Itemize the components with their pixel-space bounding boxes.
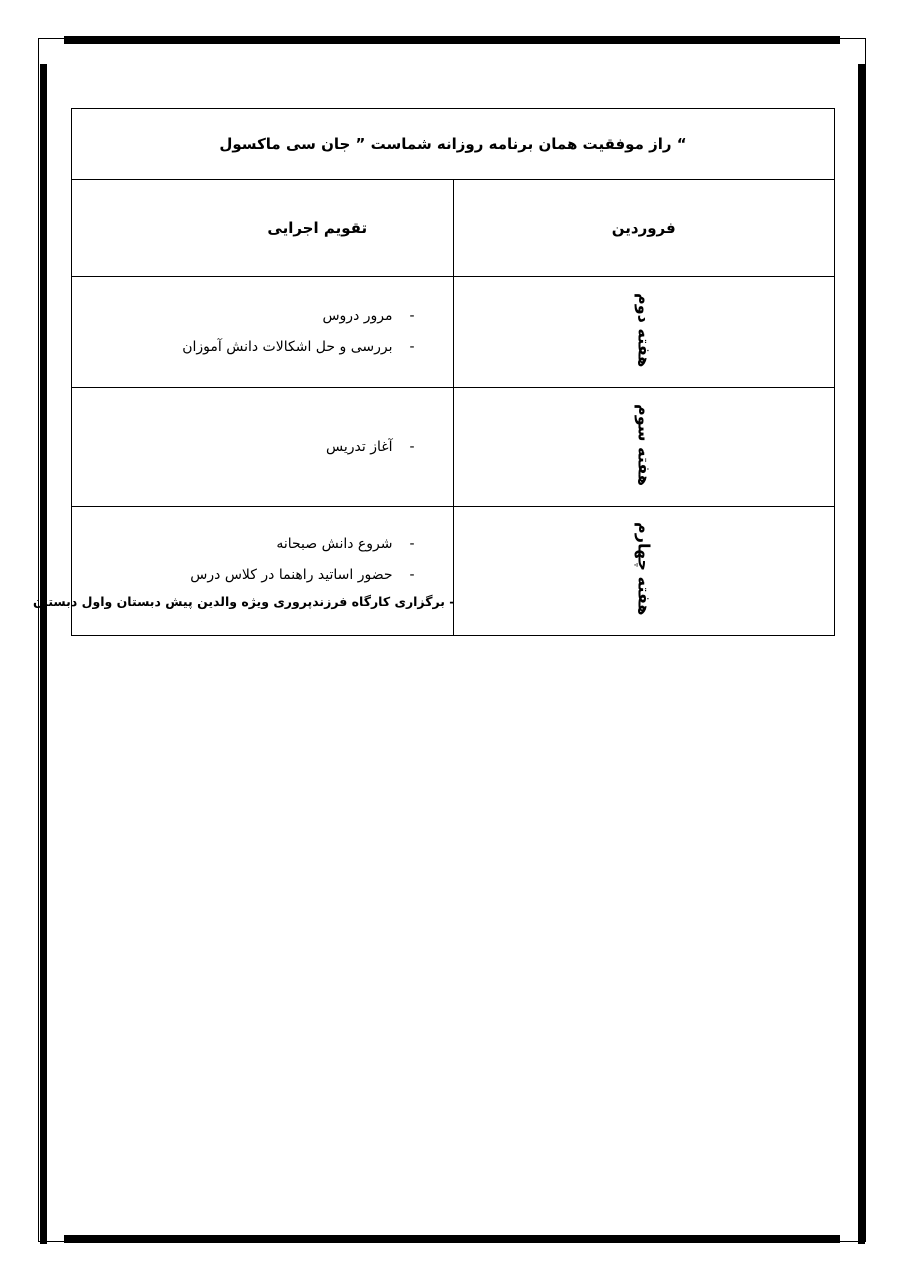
bullet-dash: - [409,536,415,552]
bullet-dash: - [449,594,455,609]
week-cell [453,277,835,388]
border-corner [38,1216,64,1242]
week-cell [453,507,835,636]
border-corner [840,1216,866,1242]
plan-header: تقویم اجرایی [72,180,454,277]
list-item [72,529,415,560]
activity-list [72,301,453,363]
activity-list [72,432,453,463]
activity-list [32,529,455,613]
bullet-dash: - [409,438,415,455]
activity-text: آغاز تدریس [326,438,393,455]
bullet-dash: - [409,308,415,324]
bullet-dash: - [409,567,415,583]
list-item [32,591,455,613]
page-border-left [40,64,47,1244]
table-row [72,388,835,507]
week-label: هفته دوم [634,292,654,368]
page-border-right [858,64,865,1244]
week-label: هفته سوم [634,404,654,486]
activity-text: مرور دروس [322,308,393,324]
list-item [72,432,415,463]
list-item [72,332,415,363]
activities-cell [72,388,454,507]
week-label: هفته چهارم [634,522,654,616]
activity-text: بررسی و حل اشکالات دانش آموزان [182,339,393,355]
activity-text: برگزاری کارگاه فرزندپروری ویژه والدین پیش دبستان واول دبستان [32,594,445,609]
activity-text: شروع دانش صبحانه [276,536,393,552]
table-row [72,277,835,388]
list-item [72,301,415,332]
bullet-dash: - [409,339,415,355]
table-row [72,507,835,636]
month-header: فروردین [453,180,835,277]
page-border-bottom [64,1235,840,1243]
border-corner [38,38,64,64]
quote-title: “ راز موفقیت همان برنامه روزانه شماست ” جان سی ماکسول [72,109,835,180]
week-cell [453,388,835,507]
schedule-table [32,108,835,636]
border-corner [840,38,866,64]
activity-text: حضور اساتید راهنما در کلاس درس [190,567,393,583]
activities-cell [72,277,454,388]
page-border-top [64,36,840,44]
list-item [72,560,415,591]
activities-cell [32,507,455,636]
